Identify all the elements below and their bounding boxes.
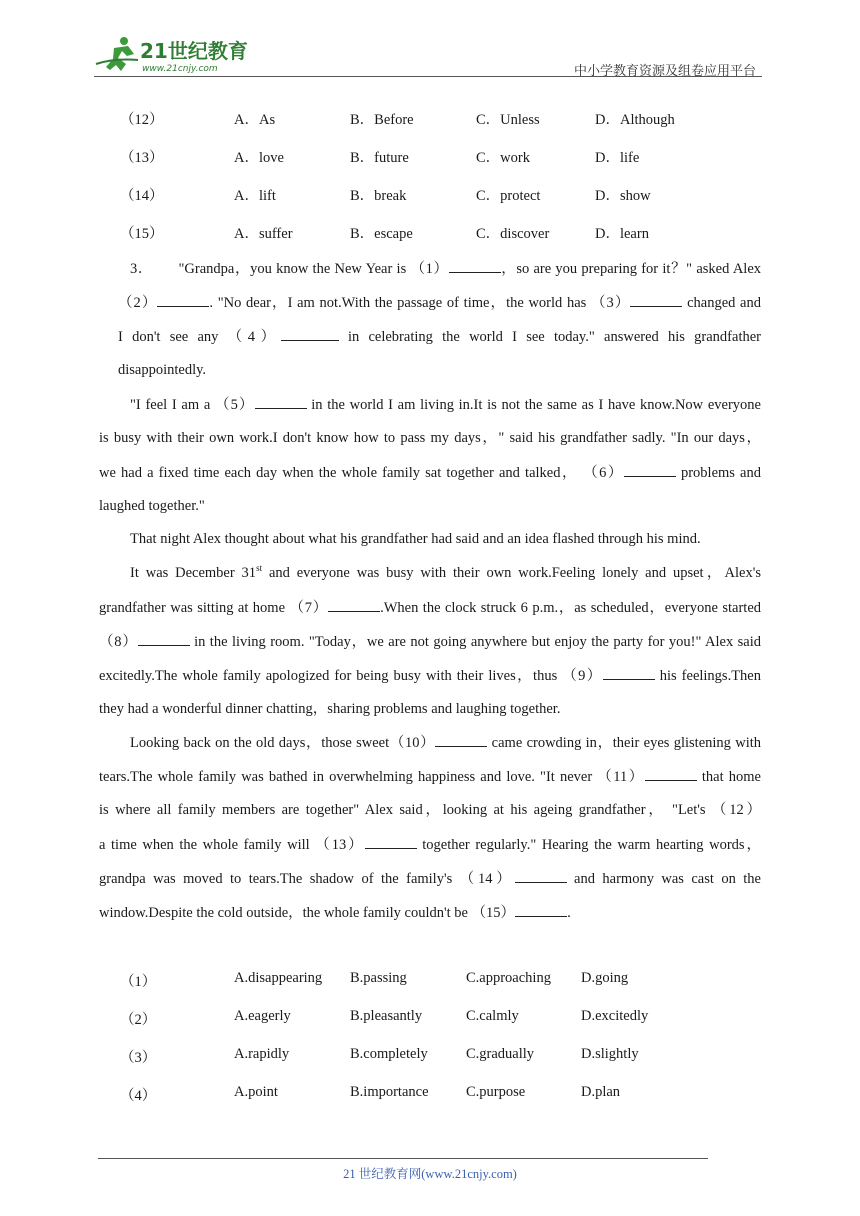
passage-text: It was December 31 <box>130 565 257 581</box>
passage-text <box>153 261 178 277</box>
passage-text: （2） <box>118 295 158 311</box>
passage-line <box>99 597 761 617</box>
option-a: A．As <box>234 112 276 128</box>
passage-line <box>99 800 761 820</box>
option-d: D.plan <box>581 1084 621 1100</box>
option-b: B．future <box>350 150 409 166</box>
passage-text: 3． <box>130 261 153 277</box>
option-c: C.purpose <box>466 1084 526 1100</box>
passage-text: changed and <box>682 295 761 311</box>
option-b: B.importance <box>350 1084 429 1100</box>
passage-text: . "No dear，I am not.With the passage of time，the world has （3） <box>209 295 631 311</box>
footer-text: 21 世纪教育网(www.21cnjy.com) <box>343 1167 517 1181</box>
option-number: （14） <box>120 188 164 204</box>
option-d: D．Although <box>595 112 675 128</box>
option-a: A.rapidly <box>234 1046 290 1062</box>
superscript: st <box>256 563 263 574</box>
option-number: （1） <box>120 974 157 990</box>
passage-text: window.Despite the cold outside，the whole family couldn't be （15） <box>99 905 516 921</box>
answer-blank[interactable] <box>281 326 339 341</box>
passage-line <box>99 902 761 923</box>
bottom-option-row <box>0 970 860 990</box>
option-c: C．discover <box>476 226 550 242</box>
passage-text: That night Alex thought about what his grandfather had said and an idea flashed through his mind. <box>130 531 701 547</box>
option-c: C.approaching <box>466 970 551 986</box>
bottom-option-row <box>0 1046 860 1066</box>
option-d: D.excitedly <box>581 1008 649 1024</box>
answer-blank[interactable] <box>328 597 380 612</box>
option-d: D．show <box>595 188 651 204</box>
passage-line <box>99 428 761 448</box>
option-number: （3） <box>120 1050 157 1066</box>
passage-text: . <box>567 905 571 921</box>
passage-text: in the world I am living in.It is not the same as I have know.Now everyone <box>306 397 761 413</box>
option-b: B.passing <box>350 970 407 986</box>
passage-line <box>99 699 761 719</box>
answer-blank[interactable] <box>624 462 676 477</box>
option-a: A．suffer <box>234 226 293 242</box>
passage-text: problems and <box>675 465 761 481</box>
option-b: B.completely <box>350 1046 428 1062</box>
option-b: B．break <box>350 188 407 204</box>
passage-text: we had a fixed time each day when the whole family sat together and talked， （6） <box>99 465 624 481</box>
passage-text: in celebrating the world I see today." answered his grandfather <box>338 329 761 345</box>
answer-blank[interactable] <box>255 394 307 409</box>
passage-line <box>130 563 761 583</box>
option-number: （4） <box>120 1088 157 1104</box>
page-header <box>94 34 762 78</box>
logo-text: 21世纪教育 <box>140 39 248 63</box>
passage-text: tears.The whole family was bathed in overwhelming happiness and love. "It never （11） <box>99 769 645 785</box>
logo-url: www.21cnjy.com <box>142 64 218 74</box>
option-a: A.eagerly <box>234 1008 291 1024</box>
footer-divider <box>98 1158 708 1159</box>
option-c: C．Unless <box>476 112 540 128</box>
top-option-row <box>0 108 860 128</box>
option-number: （13） <box>120 150 164 166</box>
passage-text: excitedly.The whole family apologized for being busy with their lives，thus （9） <box>99 668 603 684</box>
passage-text: his feelings.Then <box>654 668 761 684</box>
answer-blank[interactable] <box>515 902 567 917</box>
bottom-option-row <box>0 1008 860 1028</box>
passage-text: together regularly." Hearing the warm hearting words， <box>416 837 761 853</box>
passage-text: in the living room. "Today，we are not going anywhere but enjoy the party for you!" Alex said <box>189 634 761 650</box>
passage-text: .When the clock struck 6 p.m.，as scheduled，everyone started <box>380 600 761 616</box>
passage-text: （8） <box>99 634 138 650</box>
option-number: （15） <box>120 226 164 242</box>
option-a: A．lift <box>234 188 276 204</box>
option-c: C．protect <box>476 188 541 204</box>
passage-text: is busy with their own work.I don't know how to pass my days，" said his grandfather sadly. "In our days， <box>99 430 761 446</box>
passage-line <box>99 462 761 482</box>
passage-text: Looking back on the old days，those sweet（10） <box>130 735 436 751</box>
answer-blank[interactable] <box>645 766 697 781</box>
top-option-row <box>0 146 860 166</box>
passage-line <box>130 394 761 414</box>
answer-blank[interactable] <box>515 868 567 883</box>
passage-text: a time when the whole family will （13） <box>99 837 365 853</box>
option-a: A.disappearing <box>234 970 323 986</box>
passage-text: "Grandpa，you know the New Year is （1） <box>178 261 449 277</box>
answer-blank[interactable] <box>449 258 501 273</box>
passage-line <box>130 258 761 278</box>
site-logo <box>94 34 264 74</box>
passage-text: and everyone was busy with their own work.Feeling lonely and upset，Alex's <box>262 565 761 581</box>
top-option-row <box>0 184 860 204</box>
option-c: C．work <box>476 150 530 166</box>
option-a: A.point <box>234 1084 278 1100</box>
passage-line <box>99 766 761 786</box>
passage-text: that home <box>696 769 761 785</box>
passage-line <box>99 868 761 888</box>
answer-blank[interactable] <box>435 732 487 747</box>
passage-line <box>130 529 761 549</box>
top-option-row <box>0 222 860 242</box>
passage-text: and harmony was cast on the <box>566 871 761 887</box>
passage-text: "I feel I am a （5） <box>130 397 255 413</box>
passage-text: ，so are you preparing for it？" asked Alex <box>500 261 761 277</box>
option-b: B．Before <box>350 112 414 128</box>
option-b: B.pleasantly <box>350 1008 423 1024</box>
option-b: B．escape <box>350 226 413 242</box>
passage-line <box>99 631 761 651</box>
passage-text: grandpa was moved to tears.The shadow of the family's （14） <box>99 871 515 887</box>
passage-text: disappointedly. <box>118 362 207 378</box>
option-number: （2） <box>120 1012 157 1028</box>
passage-line <box>99 834 761 854</box>
option-d: D．life <box>595 150 640 166</box>
passage-text: I don't see any （4） <box>118 329 281 345</box>
passage-line <box>99 496 761 516</box>
answer-blank[interactable] <box>603 665 655 680</box>
passage-line <box>118 326 761 346</box>
passage-line <box>118 360 761 380</box>
passage-text: is where all family members are together" Alex said，looking at his ageing grandfather， "Let's （12） <box>99 802 761 818</box>
passage-line <box>118 292 761 312</box>
passage-line <box>130 732 761 752</box>
header-tagline: 中小学教育资源及组卷应用平台 <box>573 63 756 78</box>
answer-blank[interactable] <box>157 292 209 307</box>
option-number: （12） <box>120 112 164 128</box>
passage-text: laughed together." <box>99 498 205 514</box>
option-d: D．learn <box>595 226 649 242</box>
option-a: A．love <box>234 150 284 166</box>
answer-blank[interactable] <box>365 834 417 849</box>
option-c: C.gradually <box>466 1046 535 1062</box>
bottom-option-row <box>0 1084 860 1104</box>
option-d: D.going <box>581 970 629 986</box>
answer-blank[interactable] <box>630 292 682 307</box>
header-divider <box>94 76 762 77</box>
option-d: D.slightly <box>581 1046 639 1062</box>
passage-text: grandfather was sitting at home （7） <box>99 600 329 616</box>
option-c: C.calmly <box>466 1008 519 1024</box>
passage-text: they had a wonderful dinner chatting，sharing problems and laughing together. <box>99 701 561 717</box>
passage-line <box>99 665 761 685</box>
passage-text: came crowding in，their eyes glistening with <box>487 735 761 751</box>
answer-blank[interactable] <box>138 631 190 646</box>
